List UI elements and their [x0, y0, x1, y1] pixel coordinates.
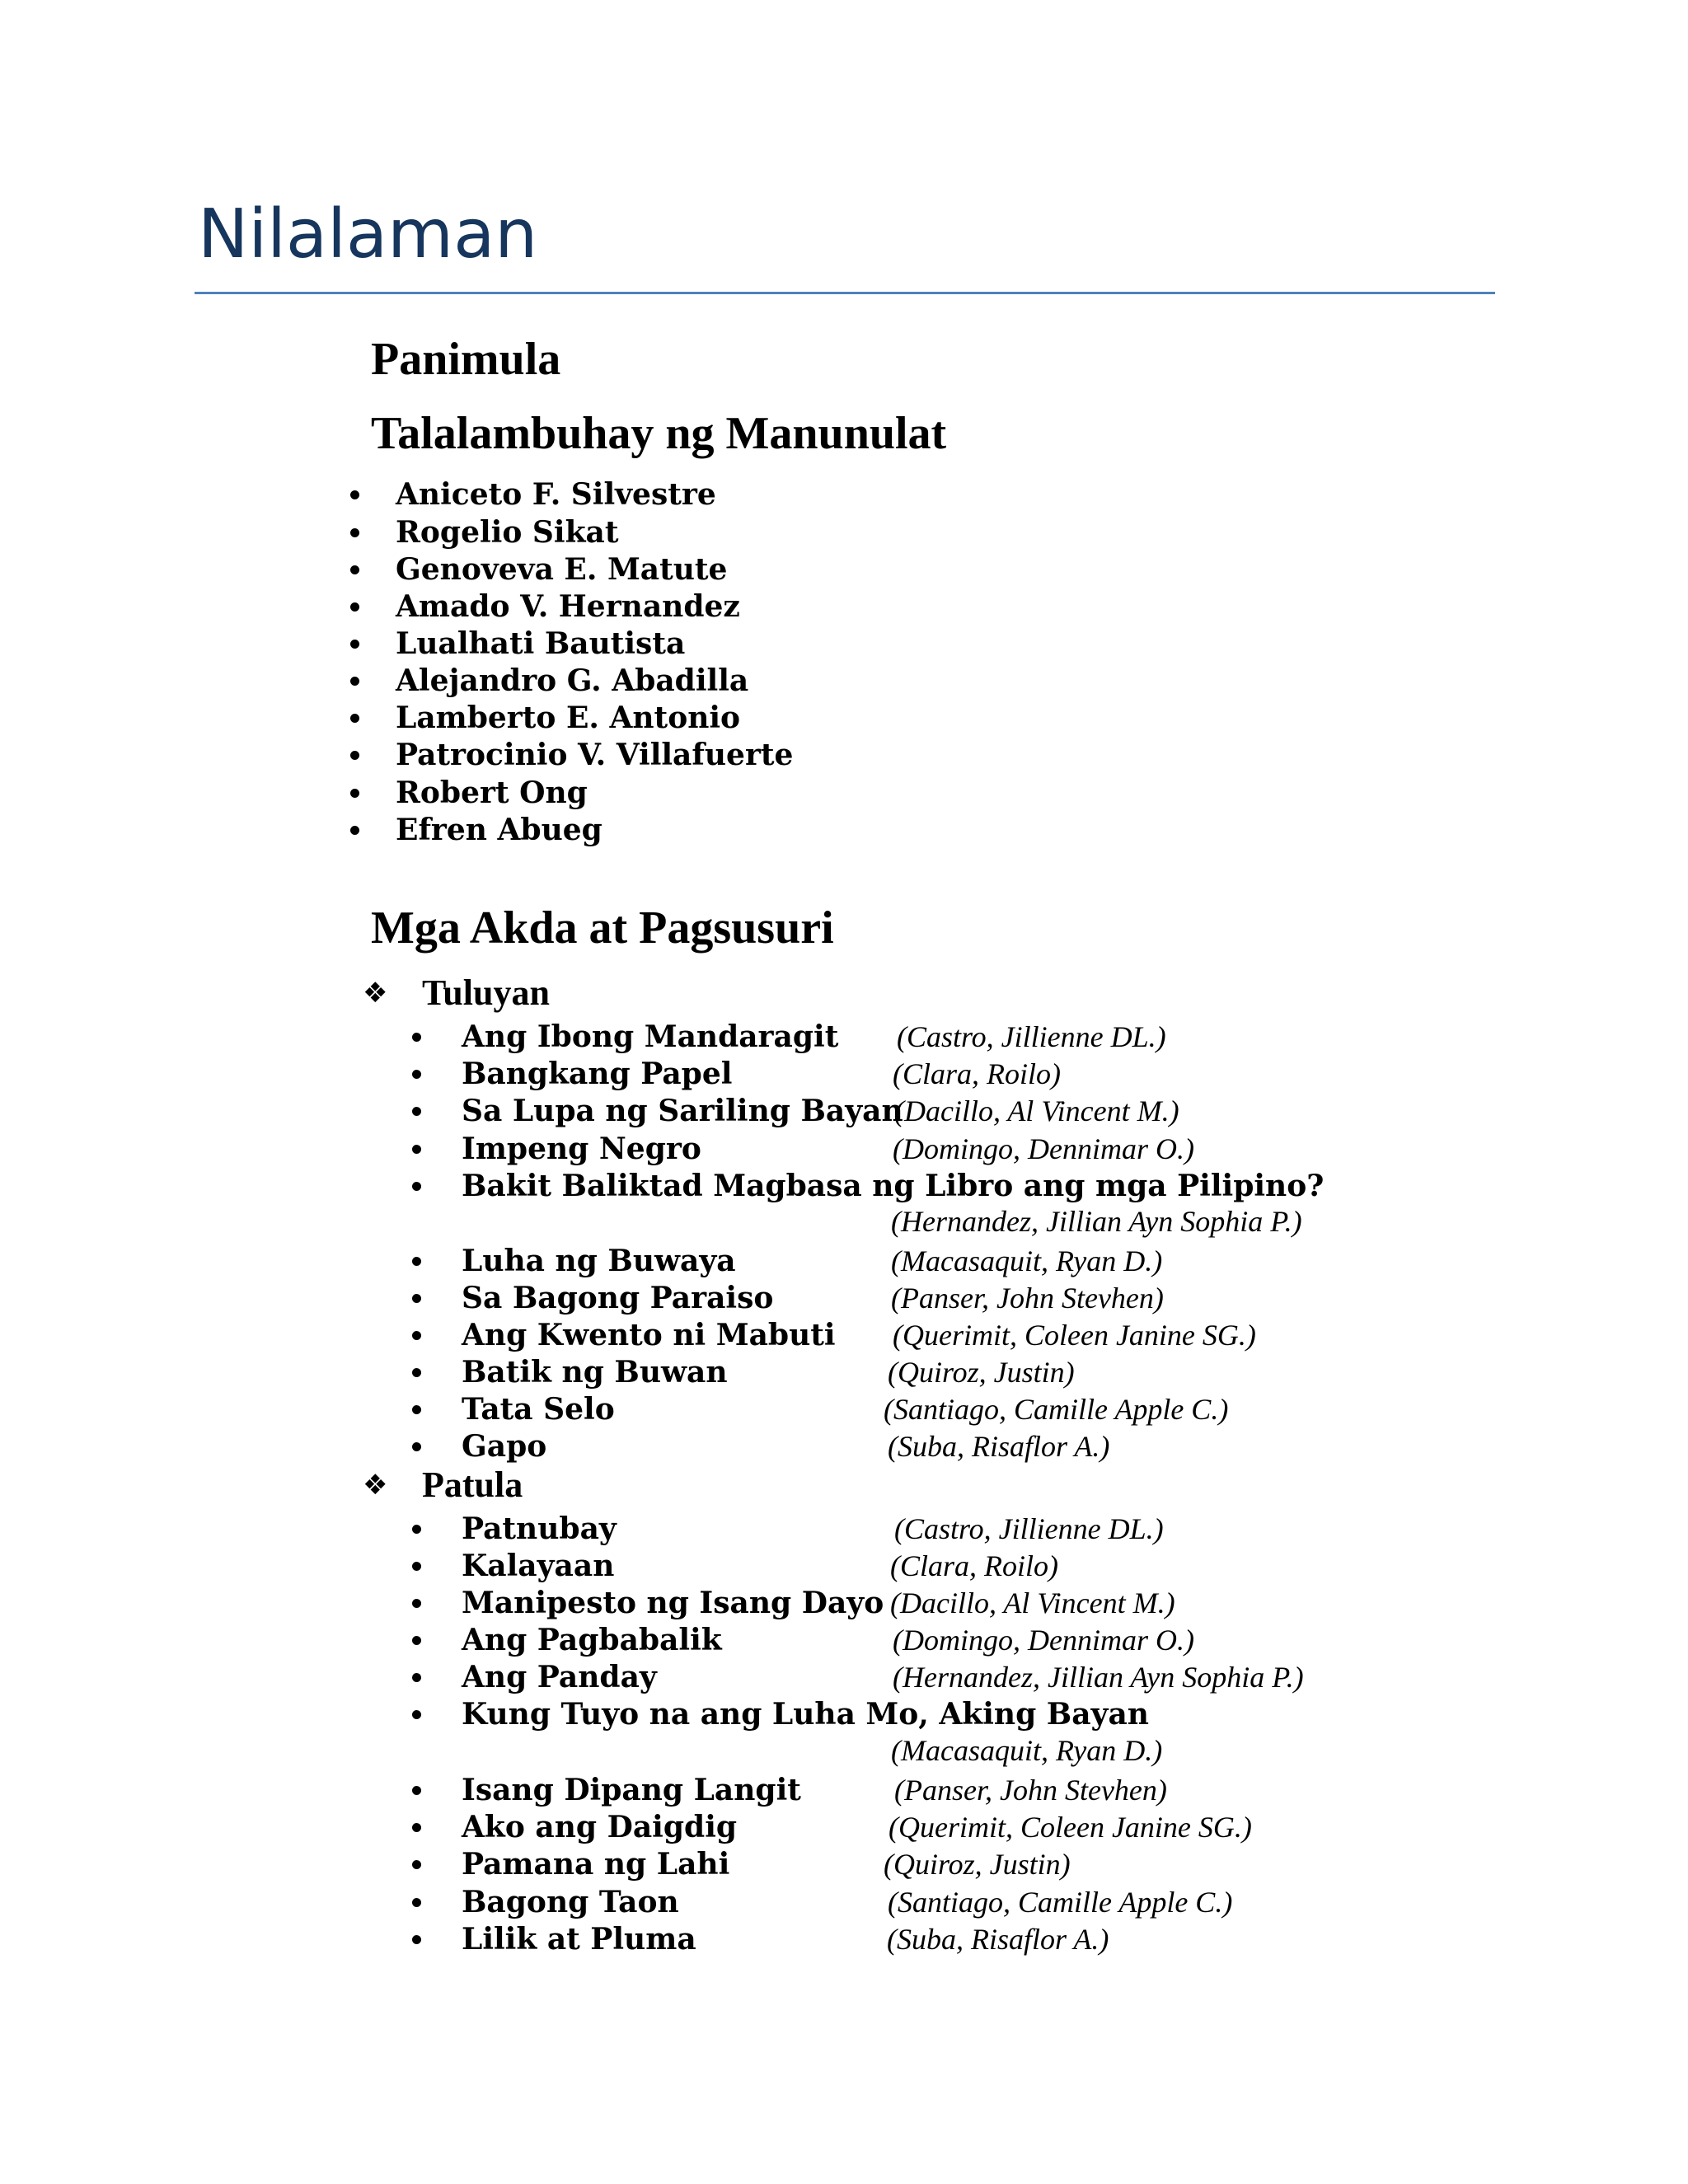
- work-author: (Domingo, Dennimar O.): [893, 1624, 1194, 1657]
- bullet-icon: [350, 789, 359, 798]
- subsection-label: Tuluyan: [422, 972, 550, 1013]
- work-title: Bakit Baliktad Magbasa ng Libro ang mga Pilipino?: [462, 1169, 1325, 1203]
- bullet-icon: [350, 640, 359, 649]
- section-title: Mga Akda at Pagsusuri: [371, 902, 834, 954]
- work-title: Bagong Taon: [462, 1885, 679, 1919]
- work-title: Patnubay: [462, 1511, 617, 1546]
- diamond-bullet-icon: ❖: [363, 1469, 388, 1502]
- section-title: Panimula: [371, 334, 561, 385]
- work-author: (Macasaquit, Ryan D.): [891, 1734, 1163, 1767]
- section-title: Talalambuhay ng Manunulat: [371, 408, 947, 459]
- document-page: Nilalaman Panimula Talalambuhay ng Manunulat Aniceto F. Silvestre Rogelio Sikat Genoveva E. Matute Amado V. Hernandez Lualhati Bautista Alejandro G. Abadilla Lamberto E. Antonio Patrocinio V. Villafuerte Robert Ong Efren Abueg Mga Akda at Pagsusuri ❖ Tuluyan Ang Ibong Mandaragit (Castro, Jillienne DL.) Bangkang Papel (Clara, Roilo) Sa Lupa ng Sariling Bayan (Dacillo, Al Vincent M.) Impeng Negro (Domingo, Dennimar O.) Bakit Baliktad Magbasa ng Libro ang mga Pilipino? (Hernandez, Jillian Ayn Sophia P.) Luha ng Buwaya (Macasaquit, Ryan D.) Sa Bagong Paraiso (Panser, John Stevhen) Ang Kwento ni Mabuti (Querimit, Coleen Janine SG.) Batik ng Buwan (Quiroz, Justin) Tata Selo (Santiago, Camille Apple C.) Gapo (Suba, Risaflor A.) ❖ Patula Patnubay (Castro, Jillienne DL.) Kalayaan (Clara, Roilo) Manipesto ng Isang Dayo (Dacillo, Al Vincent M.) Ang Pagbabalik (Domingo, Dennimar O.) Ang Panday (Hernandez, Jillian Ayn Sophia P.) Kung Tuyo na ang Luha Mo, Aking Bayan (Macasaquit, Ryan D.) Isang Dipang Langit (Panser, John Stevhen) Ako ang Daigdig (Querimit, Coleen Janine SG.) Pamana ng Lahi (Quiroz, Justin) Bagong Taon (Santiago, Camille Apple C.) Lilik at Pluma (Suba, Risaflor A.): [0, 0, 1688, 2184]
- work-author: (Querimit, Coleen Janine SG.): [889, 1811, 1252, 1844]
- work-title: Ang Ibong Mandaragit: [462, 1019, 839, 1054]
- bullet-icon: [412, 1823, 421, 1832]
- work-author: (Castro, Jillienne DL.): [897, 1020, 1166, 1053]
- work-author: (Santiago, Camille Apple C.): [884, 1393, 1229, 1426]
- work-author: (Suba, Risaflor A.): [888, 1430, 1110, 1463]
- bullet-icon: [412, 1786, 421, 1795]
- work-title: Lilik at Pluma: [462, 1922, 696, 1957]
- bullet-icon: [412, 1257, 421, 1266]
- work-title: Pamana ng Lahi: [462, 1847, 730, 1882]
- subsection-label: Patula: [422, 1465, 523, 1505]
- bullet-icon: [412, 1368, 421, 1377]
- bullet-icon: [350, 714, 359, 723]
- work-title: Manipesto ng Isang Dayo: [462, 1586, 884, 1620]
- bullet-icon: [412, 1860, 421, 1869]
- bullet-icon: [412, 1673, 421, 1682]
- bullet-icon: [412, 1562, 421, 1571]
- bullet-icon: [412, 1070, 421, 1079]
- title-underline: [195, 292, 1495, 294]
- work-title: Isang Dipang Langit: [462, 1773, 801, 1807]
- bullet-icon: [412, 1525, 421, 1534]
- work-title: Kalayaan: [462, 1549, 615, 1583]
- work-author: (Clara, Roilo): [890, 1549, 1058, 1582]
- work-title: Sa Lupa ng Sariling Bayan: [462, 1094, 903, 1128]
- work-author: (Suba, Risaflor A.): [887, 1923, 1109, 1956]
- work-author: (Santiago, Camille Apple C.): [888, 1886, 1233, 1919]
- bullet-icon: [412, 1710, 421, 1719]
- bullet-icon: [412, 1331, 421, 1340]
- bullet-icon: [350, 528, 359, 537]
- bullet-icon: [412, 1182, 421, 1191]
- work-title: Impeng Negro: [462, 1132, 701, 1166]
- work-title: Kung Tuyo na ang Luha Mo, Aking Bayan: [462, 1697, 1149, 1732]
- work-author: (Quiroz, Justin): [888, 1356, 1075, 1389]
- work-title: Bangkang Papel: [462, 1057, 733, 1091]
- work-author: (Dacillo, Al Vincent M.): [894, 1094, 1179, 1127]
- bullet-icon: [412, 1107, 421, 1116]
- bullet-icon: [350, 565, 359, 574]
- work-author: (Castro, Jillienne DL.): [894, 1512, 1164, 1545]
- bullet-icon: [412, 1442, 421, 1451]
- bullet-icon: [412, 1405, 421, 1414]
- bullet-icon: [412, 1145, 421, 1154]
- bullet-icon: [350, 490, 359, 499]
- work-author: (Querimit, Coleen Janine SG.): [893, 1319, 1256, 1352]
- bullet-icon: [350, 826, 359, 835]
- work-title: Ang Kwento ni Mabuti: [462, 1318, 836, 1352]
- bullet-icon: [350, 751, 359, 760]
- diamond-bullet-icon: ❖: [363, 977, 388, 1010]
- bullet-icon: [412, 1636, 421, 1645]
- page-title: Nilalaman: [198, 195, 538, 274]
- work-title: Ako ang Daigdig: [462, 1810, 738, 1844]
- work-title: Batik ng Buwan: [462, 1355, 728, 1390]
- bullet-icon: [412, 1898, 421, 1907]
- bullet-icon: [412, 1033, 421, 1042]
- work-author: (Panser, John Stevhen): [894, 1774, 1167, 1807]
- bullet-icon: [350, 677, 359, 686]
- work-title: Gapo: [462, 1429, 547, 1464]
- work-author: (Hernandez, Jillian Ayn Sophia P.): [891, 1205, 1302, 1238]
- work-author: (Domingo, Dennimar O.): [893, 1132, 1194, 1165]
- work-author: (Quiroz, Justin): [884, 1848, 1071, 1881]
- work-title: Luha ng Buwaya: [462, 1244, 736, 1278]
- work-title: Ang Pagbabalik: [462, 1623, 722, 1657]
- work-author: (Macasaquit, Ryan D.): [891, 1244, 1163, 1277]
- work-title: Tata Selo: [462, 1392, 615, 1427]
- work-title: Ang Panday: [462, 1660, 657, 1694]
- work-author: (Panser, John Stevhen): [891, 1282, 1164, 1315]
- work-author: (Dacillo, Al Vincent M.): [890, 1586, 1175, 1619]
- bullet-icon: [350, 602, 359, 612]
- bullet-icon: [412, 1935, 421, 1944]
- bullet-icon: [412, 1599, 421, 1608]
- work-author: (Clara, Roilo): [893, 1057, 1061, 1090]
- bullet-icon: [412, 1294, 421, 1303]
- work-author: (Hernandez, Jillian Ayn Sophia P.): [893, 1661, 1304, 1694]
- work-title: Sa Bagong Paraiso: [462, 1281, 774, 1315]
